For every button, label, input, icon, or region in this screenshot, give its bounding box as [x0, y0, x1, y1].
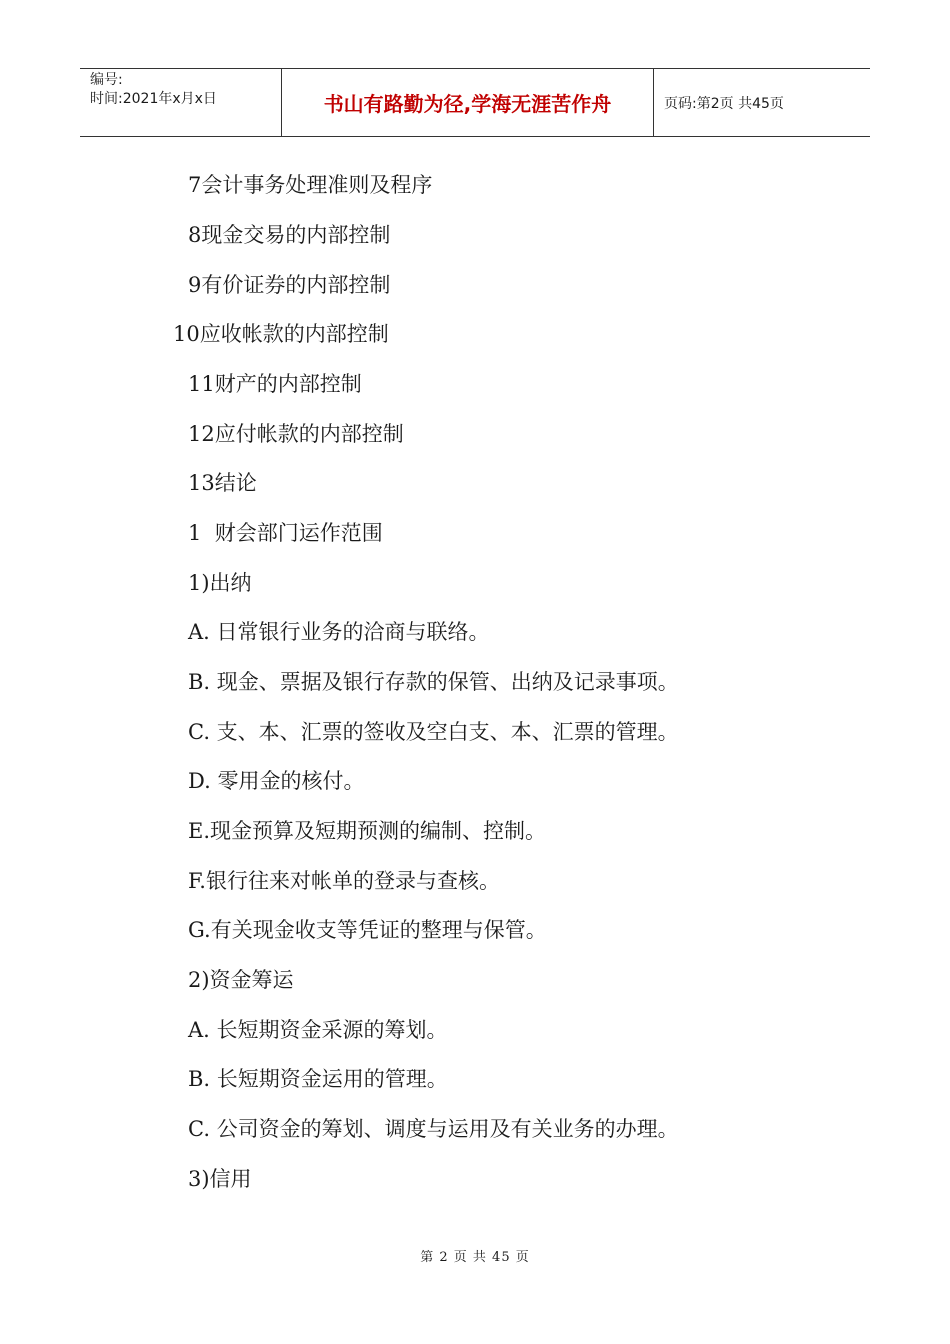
header-page-info: 页码:第2页 共45页 — [664, 95, 784, 112]
page-header — [80, 68, 870, 137]
list-item: F.银行往来对帐单的登录与查核。 — [188, 869, 500, 893]
toc-item-13: 13结论 — [188, 471, 257, 495]
subsection-heading: 2)资金筹运 — [188, 968, 294, 992]
list-item: A. 日常银行业务的洽商与联络。 — [188, 620, 490, 644]
toc-item-7: 7会计事务处理准则及程序 — [188, 173, 433, 197]
list-item: C. 公司资金的筹划、调度与运用及有关业务的办理。 — [188, 1117, 679, 1141]
header-motto: 书山有路勤为径,学海无涯苦作舟 — [282, 69, 654, 136]
list-item: C. 支、本、汇票的签收及空白支、本、汇票的管理。 — [188, 720, 679, 744]
subsection-heading: 3)信用 — [188, 1167, 252, 1191]
toc-item-9: 9有价证券的内部控制 — [188, 273, 391, 297]
subsection-heading: 1)出纳 — [188, 571, 252, 595]
time-label: 时间:2021年x月x日 — [90, 91, 217, 107]
toc-item-8: 8现金交易的内部控制 — [188, 223, 391, 247]
list-item: E.现金预算及短期预测的编制、控制。 — [188, 819, 547, 843]
number-label: 编号: — [90, 72, 123, 88]
list-item: B. 长短期资金运用的管理。 — [188, 1067, 448, 1091]
header-meta — [80, 69, 282, 136]
toc-item-12: 12应付帐款的内部控制 — [188, 422, 404, 446]
list-item: A. 长短期资金采源的筹划。 — [188, 1018, 448, 1042]
list-item: D. 零用金的核付。 — [188, 769, 365, 793]
list-item: G.有关现金收支等凭证的整理与保管。 — [188, 918, 547, 942]
section-heading: 1 财会部门运作范围 — [188, 521, 383, 545]
toc-item-10: 10应收帐款的内部控制 — [173, 322, 389, 346]
toc-item-11: 11财产的内部控制 — [188, 372, 362, 396]
list-item: B. 现金、票据及银行存款的保管、出纳及记录事项。 — [188, 670, 679, 694]
page-footer: 第 2 页 共 45 页 — [420, 1250, 530, 1265]
